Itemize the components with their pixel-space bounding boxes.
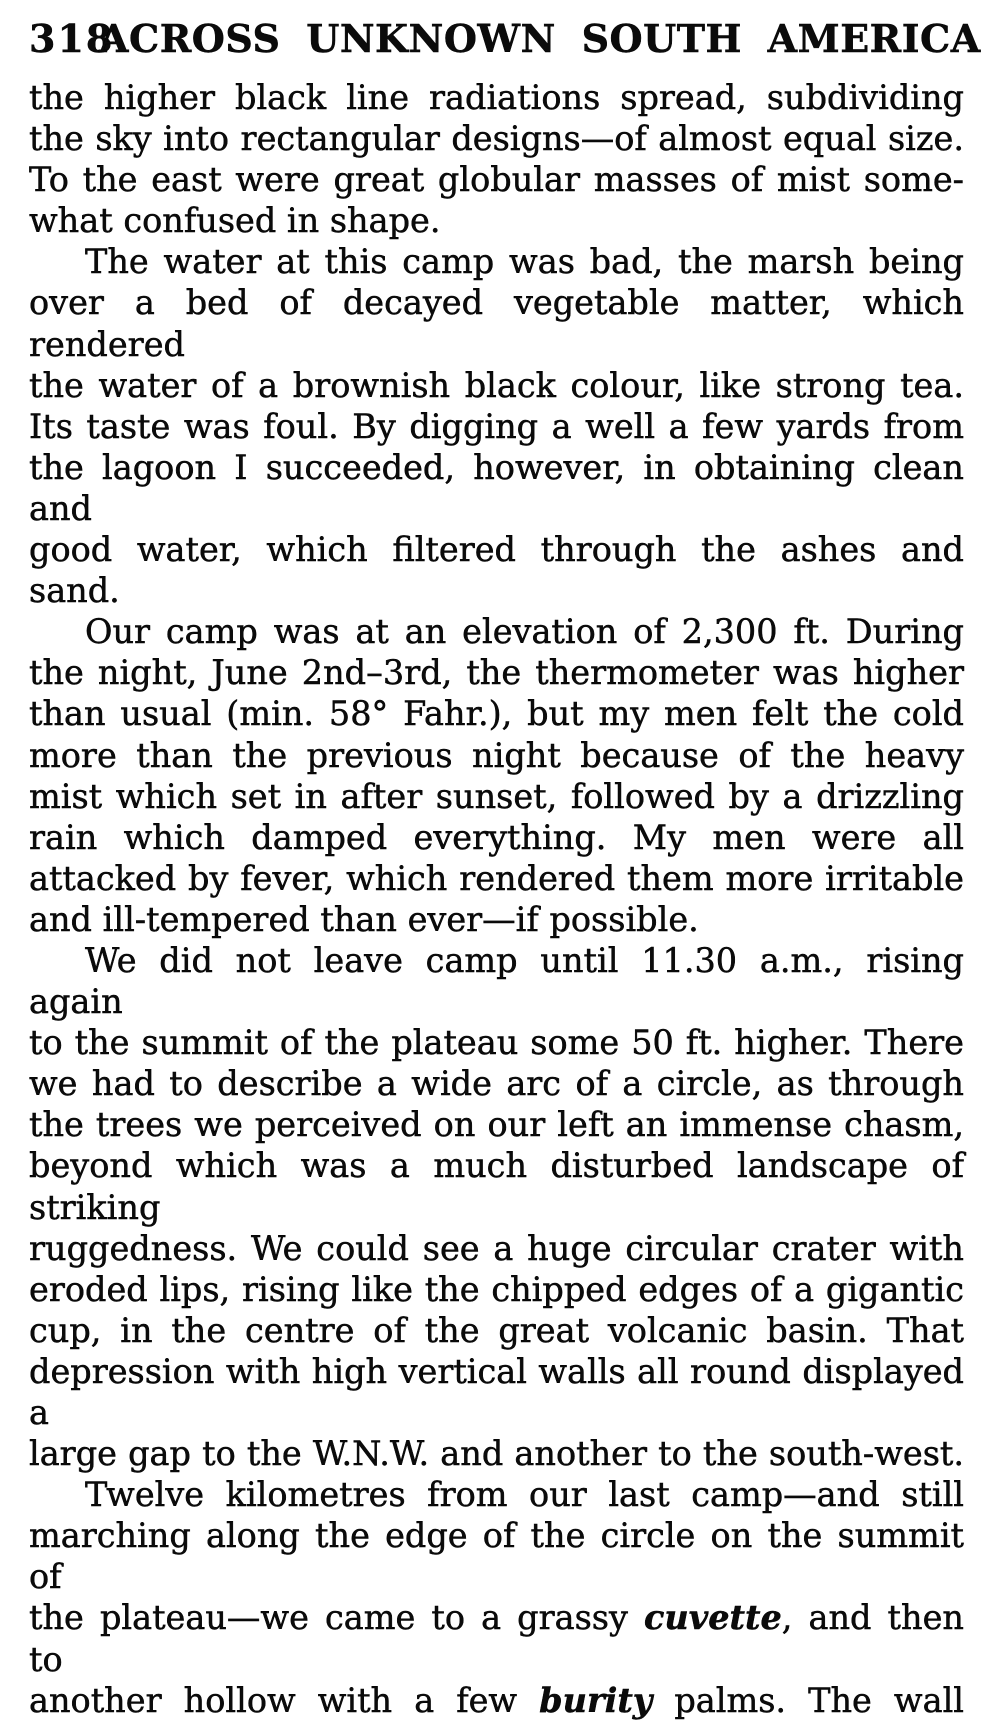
text-segment: we had to describe a wide arc of a circle, as through	[29, 1064, 964, 1104]
text-segment: more than the previous night because of the heavy	[29, 735, 964, 775]
text-segment: than usual (min. 58° Fahr.), but my men felt the cold	[29, 694, 964, 734]
text-segment: the trees we perceived on our left an immense chasm,	[29, 1105, 964, 1145]
text-segment: good water, which filtered through the ashes and sand.	[29, 530, 964, 611]
text-segment: To the east were great globular masses of mist some-	[29, 160, 964, 200]
running-title: ACROSS UNKNOWN SOUTH AMERICA	[99, 16, 981, 61]
text-line	[29, 1310, 964, 1351]
text-segment: the higher black line radiations spread, subdividing	[29, 78, 964, 117]
paragraph	[29, 940, 964, 1474]
text-segment: The water at this camp was bad, the marsh being	[85, 242, 964, 282]
italic-term: cuvette	[643, 1598, 782, 1638]
text-line	[29, 1680, 964, 1721]
text-line	[29, 282, 964, 364]
text-segment: the sky into rectangular designs—of almost equal size.	[29, 119, 964, 159]
text-line	[29, 899, 964, 940]
text-line	[29, 1269, 964, 1310]
text-segment: Our camp was at an elevation of 2,300 ft. During	[85, 612, 964, 652]
text-segment: eroded lips, rising like the chipped edges of a gigantic	[29, 1269, 964, 1309]
text-line	[29, 1022, 964, 1063]
paragraph	[29, 1474, 964, 1721]
text-line	[29, 200, 964, 241]
text-line	[29, 365, 964, 406]
text-line	[29, 1104, 964, 1145]
text-line	[29, 406, 964, 447]
text-segment: the night, June 2nd–3rd, the thermometer was higher	[29, 653, 964, 693]
paragraph	[29, 611, 964, 940]
text-line	[29, 447, 964, 529]
text-segment: to the summit of the plateau some 50 ft. higher. There	[29, 1023, 964, 1063]
text-line	[29, 1433, 964, 1474]
text-line	[29, 1515, 964, 1597]
page-header	[29, 16, 981, 64]
text-line	[29, 611, 964, 652]
text-segment: the lagoon I succeeded, however, in obtaining clean and	[29, 447, 964, 528]
text-line	[29, 940, 964, 1022]
text-line	[29, 1597, 964, 1679]
text-segment: Its taste was foul. By digging a well a few yards from	[29, 406, 964, 446]
paragraph	[29, 77, 964, 241]
text-line	[29, 776, 964, 817]
text-line	[29, 1145, 964, 1227]
text-segment: and ill-tempered than ever—if possible.	[29, 899, 699, 939]
text-segment: marching along the edge of the circle on the summit of	[29, 1516, 964, 1597]
text-line	[29, 735, 964, 776]
text-segment: attacked by fever, which rendered them more irritable	[29, 858, 964, 898]
text-line	[29, 858, 964, 899]
text-line	[29, 241, 964, 282]
paragraph	[29, 241, 964, 611]
text-line	[29, 1063, 964, 1104]
text-line	[29, 159, 964, 200]
text-segment: Twelve kilometres from our last camp—and still	[85, 1475, 964, 1515]
text-segment: what confused in shape.	[29, 201, 441, 241]
text-line	[29, 118, 964, 159]
text-line	[29, 1351, 964, 1433]
text-segment: the plateau—we came to a grassy	[29, 1598, 644, 1638]
text-segment: rain which damped everything. My men were all	[29, 817, 964, 857]
text-line	[29, 1228, 964, 1269]
text-segment: the water of a brownish black colour, like strong tea.	[29, 365, 964, 405]
page-body	[29, 77, 964, 1721]
text-segment: We did not leave camp until 11.30 a.m., rising again	[29, 940, 964, 1022]
text-line	[29, 817, 964, 858]
text-segment: mist which set in after sunset, followed by a drizzling	[29, 776, 964, 816]
text-segment: palms. The wall	[652, 1680, 964, 1720]
text-line	[29, 77, 964, 118]
page-number: 318	[29, 16, 115, 61]
text-segment: beyond which was a much disturbed landscape of striking	[29, 1146, 964, 1227]
text-segment: ruggedness. We could see a huge circular crater with	[29, 1228, 964, 1268]
italic-term: burity	[539, 1680, 653, 1720]
text-line	[29, 652, 964, 693]
text-segment: , and then to	[29, 1598, 964, 1679]
text-line	[29, 693, 964, 734]
text-segment: over a bed of decayed vegetable matter, which rendered	[29, 283, 964, 364]
text-segment: cup, in the centre of the great volcanic basin. That	[29, 1310, 964, 1350]
text-line	[29, 1474, 964, 1515]
text-line	[29, 529, 964, 611]
text-segment: depression with high vertical walls all round displayed a	[29, 1351, 964, 1432]
text-segment: another hollow with a few	[29, 1680, 540, 1720]
text-segment: large gap to the W.N.W. and another to the south-west.	[29, 1434, 964, 1474]
